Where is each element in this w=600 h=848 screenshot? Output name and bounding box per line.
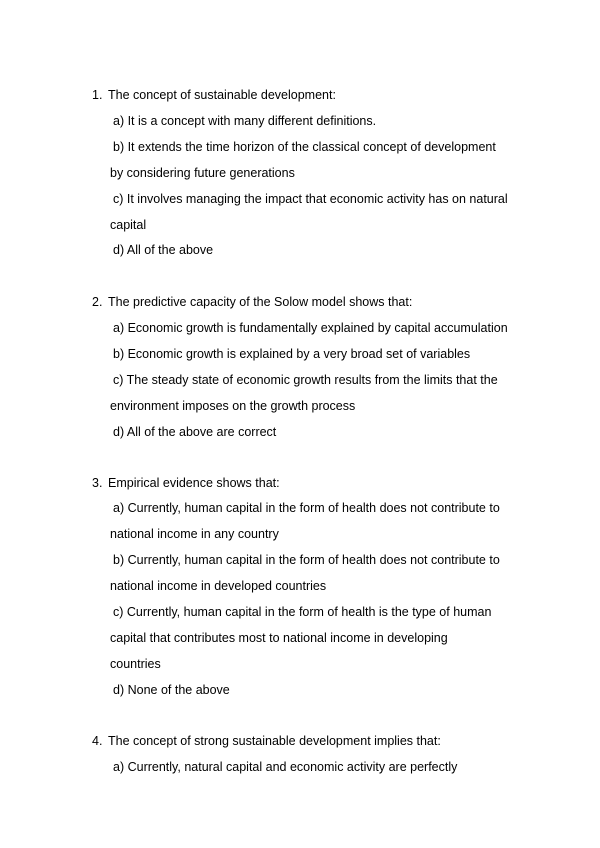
question-3-option-d: d) None of the above	[113, 683, 230, 697]
question-1-option-d: d) All of the above	[113, 243, 214, 257]
question-1-number: 1.	[92, 88, 103, 102]
question-3-option-a-continued: national income in any country	[110, 527, 279, 541]
question-1-option-a: a) It is a concept with many different definitions.	[113, 114, 377, 128]
question-3-option-c-continued-2: countries	[110, 657, 161, 671]
question-4-number: 4.	[92, 734, 103, 748]
question-1-option-c-continued: capital	[110, 218, 147, 232]
question-3-number: 3.	[92, 476, 103, 490]
question-4-stem: The concept of strong sustainable development implies that:	[108, 734, 441, 748]
question-2-number: 2.	[92, 295, 103, 309]
question-1-option-b-continued: by considering future generations	[110, 166, 295, 180]
question-3-title	[92, 475, 280, 491]
question-2-option-c: c) The steady state of economic growth results from the limits that the	[113, 373, 498, 387]
question-3-option-b-continued: national income in developed countries	[110, 579, 327, 593]
question-1-option-c: c) It involves managing the impact that economic activity has on natural	[113, 192, 508, 206]
question-1-option-b: b) It extends the time horizon of the classical concept of development	[113, 140, 496, 154]
question-1-title	[92, 87, 336, 103]
question-2-option-b: b) Economic growth is explained by a very broad set of variables	[113, 347, 471, 361]
question-3-option-c-continued: capital that contributes most to national income in developing	[110, 631, 448, 645]
question-2-option-a: a) Economic growth is fundamentally explained by capital accumulation	[113, 321, 508, 335]
question-2-option-d: d) All of the above are correct	[113, 425, 277, 439]
question-2-stem: The predictive capacity of the Solow model shows that:	[108, 295, 413, 309]
question-2-title	[92, 294, 412, 310]
question-3-option-c: c) Currently, human capital in the form of health is the type of human	[113, 605, 492, 619]
question-3-option-b: b) Currently, human capital in the form of health does not contribute to	[113, 553, 500, 567]
question-4-title	[92, 733, 441, 749]
question-3-option-a: a) Currently, human capital in the form of health does not contribute to	[113, 501, 500, 515]
question-1-stem: The concept of sustainable development:	[108, 88, 336, 102]
question-4-option-a: a) Currently, natural capital and economic activity are perfectly	[113, 760, 458, 774]
question-2-option-c-continued: environment imposes on the growth process	[110, 399, 356, 413]
question-3-stem: Empirical evidence shows that:	[108, 476, 280, 490]
